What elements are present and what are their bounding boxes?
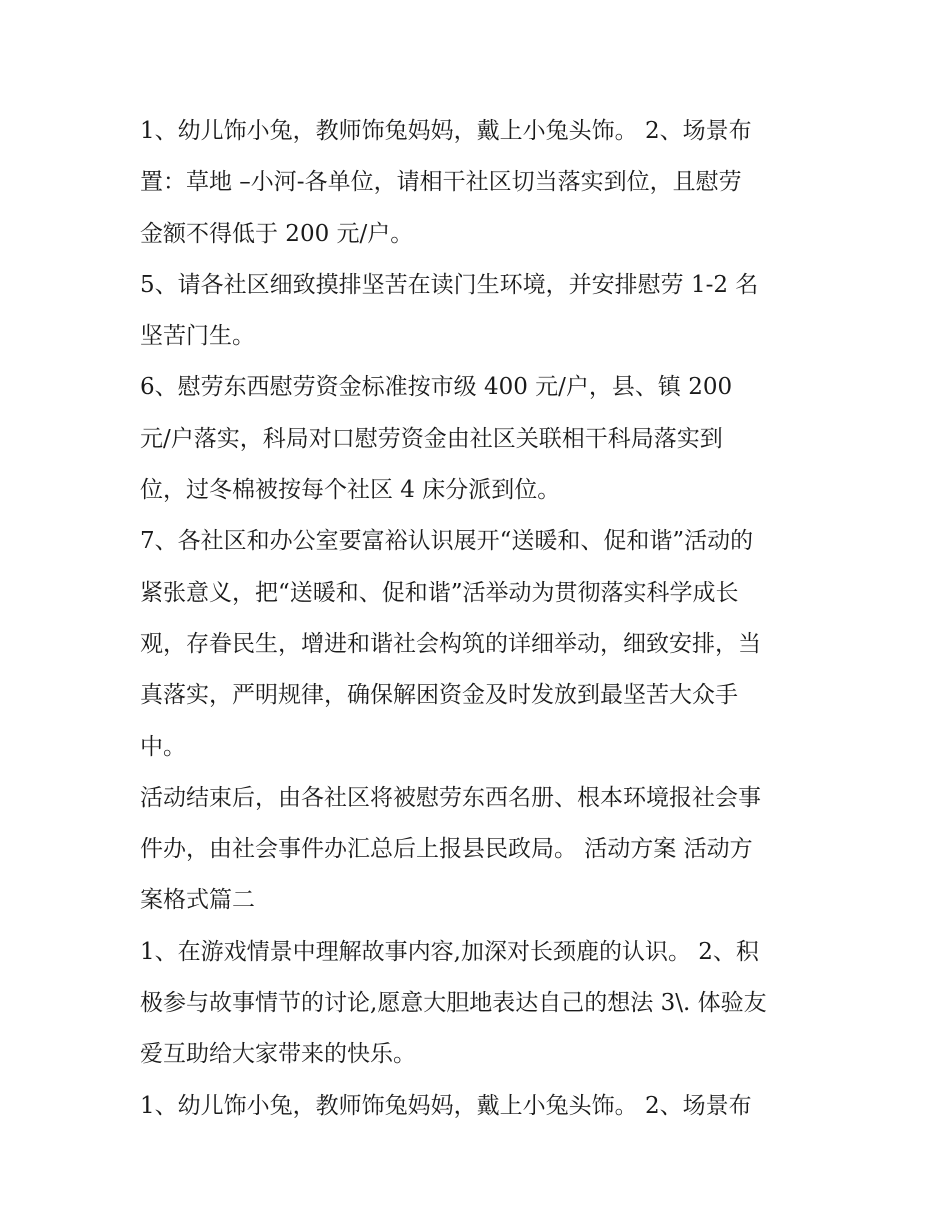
paragraph-3 (140, 362, 820, 516)
text-line: 7、各社区和办公室要富裕认识展开“送暖和、促和谐”活动的 (140, 528, 754, 555)
text-line: 活动结束后，由各社区将被慰劳东西名册、根本环境报社会事 (140, 784, 761, 811)
text-line: 位，过冬棉被按每个社区 4 床分派到位。 (140, 477, 561, 504)
paragraph-7 (140, 1081, 820, 1132)
text-line: 案格式篇二 (140, 887, 255, 914)
text-line: 紧张意义，把“送暖和、促和谐”活举动为贯彻落实科学成长 (140, 579, 739, 606)
paragraph-1 (140, 106, 820, 260)
text-line: 观，存眷民生，增进和谐社会构筑的详细举动，细致安排，当 (140, 630, 761, 657)
text-line: 元/户落实，科局对口慰劳资金由社区关联相干科局落实到 (140, 425, 723, 452)
text-line: 1、幼儿饰小兔，教师饰兔妈妈，戴上小兔头饰。 2、场景布 (140, 118, 752, 144)
text-line: 置：草地 –小河-各单位，请相干社区切当落实到位，且慰劳 (140, 169, 742, 196)
text-line: 爱互助给大家带来的快乐。 (140, 1041, 416, 1068)
text-line: 金额不得低于 200 元/户。 (140, 220, 414, 247)
text-line: 坚苦门生。 (140, 323, 255, 350)
text-line: 1、在游戏情景中理解故事内容,加深对长颈鹿的认识。 2、积 (140, 938, 759, 965)
text-line: 真落实，严明规律，确保解困资金及时发放到最坚苦大众手 (140, 682, 738, 709)
paragraph-5 (140, 773, 820, 927)
text-line: 6、慰劳东西慰劳资金标准按市级 400 元/户，县、镇 200 (140, 374, 733, 401)
document-body (140, 106, 820, 1132)
text-line: 件办，由社会事件办汇总后上报县民政局。 活动方案 活动方 (140, 836, 753, 863)
text-line: 极参与故事情节的讨论,愿意大胆地表达自己的想法 3\. 体验友 (140, 990, 767, 1017)
text-line: 1、幼儿饰小兔，教师饰兔妈妈，戴上小兔头饰。 2、场景布 (140, 1092, 752, 1119)
paragraph-4 (140, 516, 820, 772)
text-line: 5、请各社区细致摸排坚苦在读门生环境，并安排慰劳 1-2 名 (140, 271, 759, 298)
text-line: 中。 (140, 733, 186, 760)
paragraph-6 (140, 927, 820, 1081)
paragraph-2 (140, 260, 820, 363)
